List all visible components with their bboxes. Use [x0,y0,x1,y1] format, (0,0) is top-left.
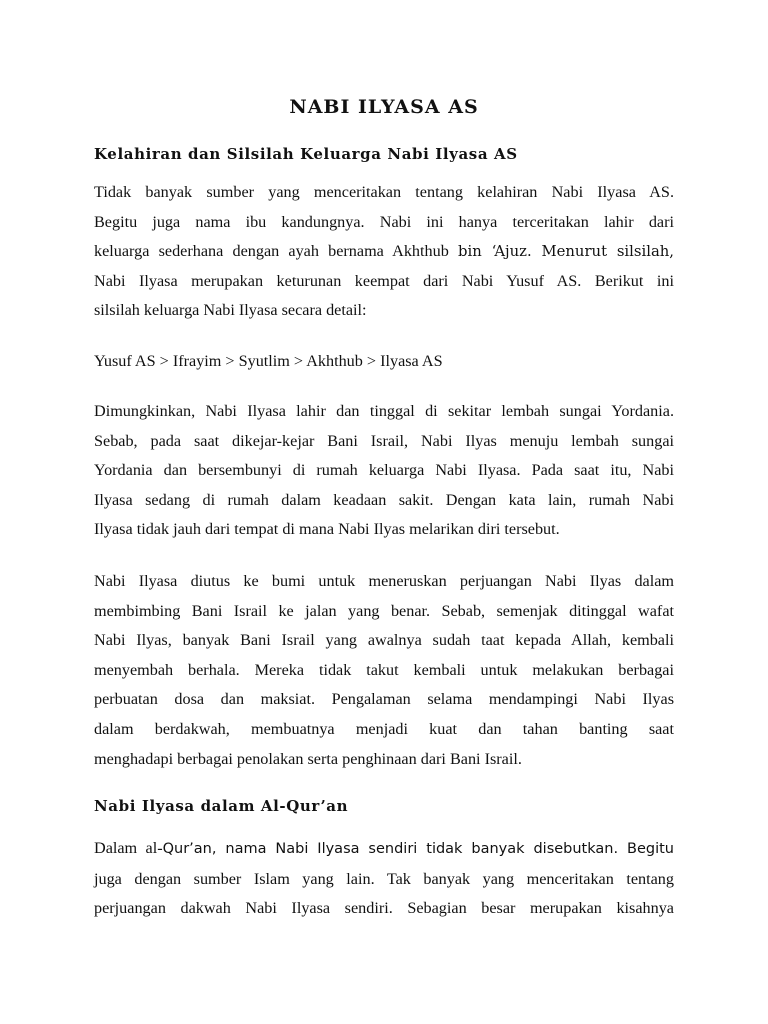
paragraph-line: Nabi Ilyasa diutus ke bumi untuk meneruskan perjuangan Nabi Ilyas dalam [94,572,674,590]
paragraph-line: perjuangan dakwah Nabi Ilyasa sendiri. Sebagian besar merupakan kisahnya [94,899,674,918]
paragraph-line [94,237,674,267]
paragraph-line: menghadapi berbagai penolakan serta penghinaan dari Bani Israil. [94,749,522,768]
paragraph-diutus [94,567,674,774]
paragraph-line: Ilyasa tidak jauh dari tempat di mana Nabi Ilyas melarikan diri tersebut. [94,520,560,539]
line-segment-sans-font: Qur’an, nama Nabi Ilyasa sendiri tidak banyak disebutkan. Begitu [162,841,674,857]
paragraph-silsilah [94,347,674,377]
paragraph-line [94,834,674,865]
paragraph-line: juga dengan sumber Islam yang lain. Tak banyak yang menceritakan tentang [94,869,674,888]
paragraph-al-quran [94,834,674,924]
paragraph-line: perbuatan dosa dan maksiat. Pengalaman selama mendampingi Nabi Ilyas [94,690,674,709]
paragraph-line: Sebab, pada saat dikejar-kejar Bani Israil, Nabi Ilyas menuju lembah sungai [94,431,674,450]
paragraph-line: Yusuf AS > Ifrayim > Syutlim > Akhthub > Ilyasa AS [94,352,443,370]
line-segment-bold-font: bin ‘Ajuz. Menurut silsilah, [458,243,675,261]
paragraph-line: dalam berdakwah, membuatnya menjadi kuat dan tahan banting saat [94,719,674,738]
paragraph-line: Tidak banyak sumber yang menceritakan tentang kelahiran Nabi Ilyasa AS. [94,183,674,201]
paragraph-line: Yordania dan bersembunyi di rumah keluarga Nabi Ilyasa. Pada saat itu, Nabi [94,461,674,480]
paragraph-tempat-tinggal [94,397,674,545]
document-title: NABI ILYASA AS [289,96,479,118]
paragraph-line: Ilyasa sedang di rumah dalam keadaan sakit. Dengan kata lain, rumah Nabi [94,490,674,509]
paragraph-line: silsilah keluarga Nabi Ilyasa secara detail: [94,301,367,320]
paragraph-line: Nabi Ilyasa merupakan keturunan keempat dari Nabi Yusuf AS. Berikut ini [94,271,674,290]
line-segment: Dalam al- [94,839,163,857]
paragraph-line: menyembah berhala. Mereka tidak takut kembali untuk melakukan berbagai [94,660,674,679]
paragraph-kelahiran [94,178,674,326]
paragraph-line: Nabi Ilyas, banyak Bani Israil yang awalnya sudah taat kepada Allah, kembali [94,631,674,650]
line-segment: keluarga sederhana dengan ayah bernama Akhthub [94,242,449,261]
paragraph-line: Begitu juga nama ibu kandungnya. Nabi ini hanya terceritakan lahir dari [94,212,674,231]
section-heading-kelahiran: Kelahiran dan Silsilah Keluarga Nabi Ilyasa AS [94,145,518,163]
paragraph-line: membimbing Bani Israil ke jalan yang benar. Sebab, semenjak ditinggal wafat [94,601,674,620]
section-heading-al-quran: Nabi Ilyasa dalam Al-Qur’an [94,797,349,815]
paragraph-line: Dimungkinkan, Nabi Ilyasa lahir dan tinggal di sekitar lembah sungai Yordania. [94,402,674,420]
